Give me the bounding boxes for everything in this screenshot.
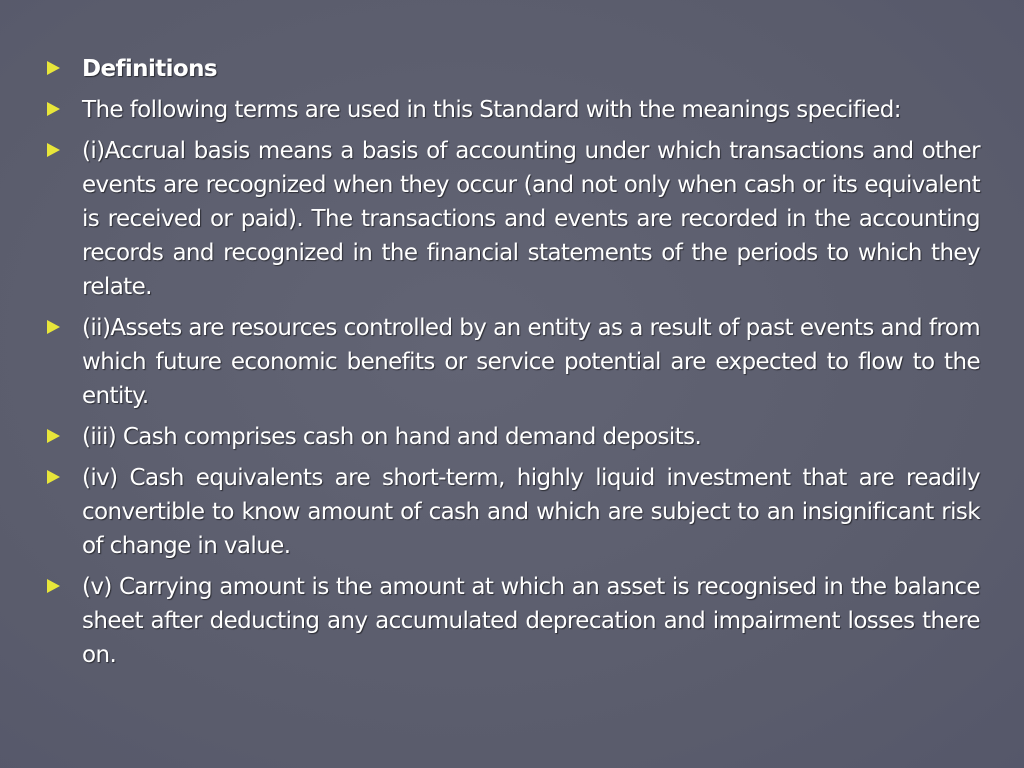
bullet-text: (i)Accrual basis means a basis of accounting under which transactions and other events are recognized when they occur (and not only when cash or its equivalent is received or paid). The transactions and events are recorded in the accounting records and recognized in the financial statements of the periods to which they relate. xyxy=(82,138,980,300)
triangle-bullet-icon xyxy=(47,579,60,593)
triangle-bullet-icon xyxy=(47,143,60,157)
bullet-cash-equivalents xyxy=(44,461,980,563)
bullet-text: Definitions xyxy=(82,56,217,82)
triangle-bullet-icon xyxy=(47,429,60,443)
triangle-bullet-icon xyxy=(47,470,60,484)
triangle-bullet-icon xyxy=(47,61,60,75)
bullet-definitions-heading xyxy=(44,52,980,86)
triangle-bullet-icon xyxy=(47,320,60,334)
bullet-text: (iv) Cash equivalents are short-term, highly liquid investment that are readily convertible to know amount of cash and which are subject to an insignificant risk of change in value. xyxy=(82,465,980,559)
bullet-assets xyxy=(44,311,980,413)
bullet-list xyxy=(44,52,980,679)
bullet-carrying-amount xyxy=(44,570,980,672)
bullet-cash xyxy=(44,420,980,454)
bullet-intro xyxy=(44,93,980,127)
bullet-text: The following terms are used in this Standard with the meanings specified: xyxy=(82,97,901,123)
bullet-text: (ii)Assets are resources controlled by an entity as a result of past events and from which future economic benefits or service potential are expected to flow to the entity. xyxy=(82,315,980,409)
bullet-text: (v) Carrying amount is the amount at which an asset is recognised in the balance sheet after deducting any accumulated deprecation and impairment losses there on. xyxy=(82,574,980,668)
bullet-text: (iii) Cash comprises cash on hand and demand deposits. xyxy=(82,424,702,450)
triangle-bullet-icon xyxy=(47,102,60,116)
bullet-accrual-basis xyxy=(44,134,980,304)
